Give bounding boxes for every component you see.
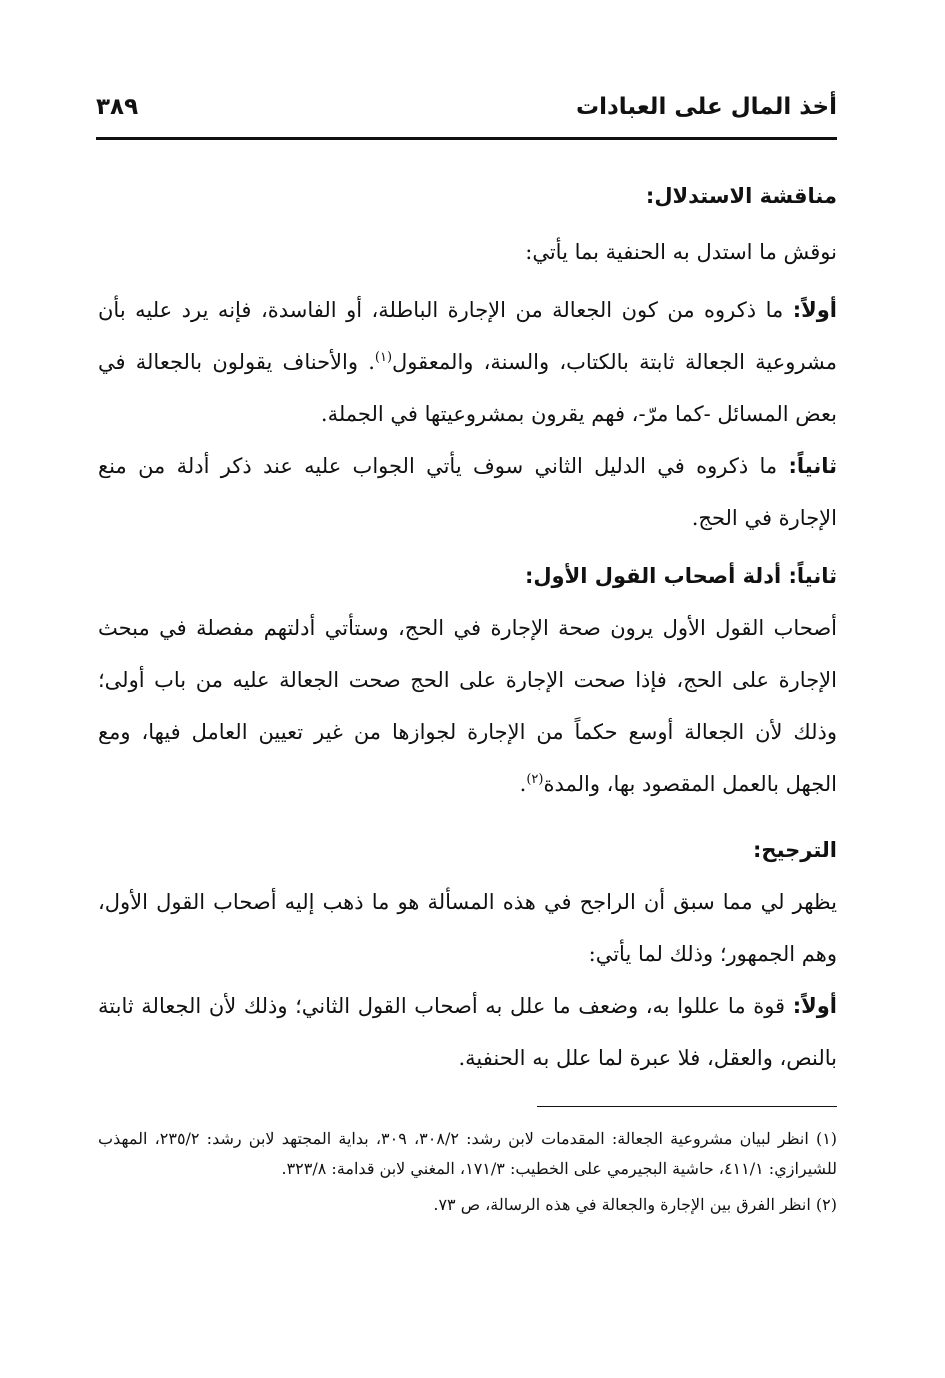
main-text (98, 170, 837, 1084)
discussion-intro-text: نوقش ما استدل به الحنفية بما يأتي: (525, 240, 837, 264)
second-text-b: . (519, 772, 527, 796)
paragraph-discussion-point1 (98, 284, 837, 440)
preference-intro-text: يظهر لي مما سبق أن الراجح في هذه المسألة هو ما ذهب إليه أصحاب القول الأول، وهم الجمهور؛ وذلك لما يأتي: (98, 890, 837, 966)
running-title: أخذ المال على العبادات (576, 94, 837, 120)
preference-point1-lead: أولاً: (792, 994, 837, 1018)
paragraph-preference-intro (98, 876, 837, 980)
section-heading-preference: الترجيح: (753, 838, 837, 862)
page-number: ٣٨٩ (96, 94, 139, 120)
point1-text-a: ما ذكروه من كون الجعالة من الإجارة الباطلة، أو الفاسدة، فإنه يرد عليه بأن مشروعية الجعالة ثابتة بالكتاب، والسنة، والمعقول (98, 298, 838, 374)
paragraph-discussion-point2 (98, 440, 837, 544)
footnotes (98, 1124, 837, 1226)
section-heading-second: ثانياً: أدلة أصحاب القول الأول: (524, 564, 837, 588)
section-heading-discussion: مناقشة الاستدلال: (645, 184, 837, 208)
page-header (96, 92, 837, 132)
paragraph-preference-point1 (98, 980, 837, 1084)
second-text-a: أصحاب القول الأول يرون صحة الإجارة في الحج، وستأتي أدلتهم مفصلة في مبحث الإجارة على الحج، فإذا صحت الإجارة على الحج صحت الجعالة عليه من باب أولى؛ وذلك لأن الجعالة أوسع حكماً من الإجارة لجوازها من غير تعيين العامل فيها، ومع الجهل بالعمل المقصود بها، والمدة (98, 616, 837, 796)
point2-lead: ثانياً: (788, 454, 837, 478)
footnote-ref-1[interactable]: (١) (374, 350, 393, 365)
footnote-separator (537, 1106, 837, 1107)
footnote-1: (١) انظر لبيان مشروعية الجعالة: المقدمات لابن رشد: ٣٠٨/٢، ٣٠٩، بداية المجتهد لابن رشد: ٢٣٥/٢، المهذب للشيرازي: ٤١١/١، حاشية البجيرمي على الخطيب: ١٧١/٣، المغني لابن قدامة: ٣٢٣/٨. (98, 1129, 838, 1178)
header-rule (96, 137, 837, 140)
point1-lead: أولاً: (792, 298, 837, 322)
footnote-2: (٢) انظر الفرق بين الإجارة والجعالة في هذه الرسالة، ص ٧٣. (433, 1195, 837, 1214)
point2-text: ما ذكروه في الدليل الثاني سوف يأتي الجواب عليه عند ذكر أدلة من منع الإجارة في الحج. (98, 454, 837, 530)
preference-point1-text: قوة ما عللوا به، وضعف ما علل به أصحاب القول الثاني؛ وذلك لأن الجعالة ثابتة بالنص، والعقل، فلا عبرة لما علل به الحنفية. (98, 994, 837, 1070)
paragraph-discussion-intro (98, 226, 837, 278)
footnote-ref-2[interactable]: (٢) (526, 772, 544, 787)
point1-text-b: . والأحناف يقولون بالجعالة في بعض المسائل -كما مرّ-، فهم يقرون بمشروعيتها في الجملة. (98, 350, 837, 426)
paragraph-second (98, 602, 837, 810)
